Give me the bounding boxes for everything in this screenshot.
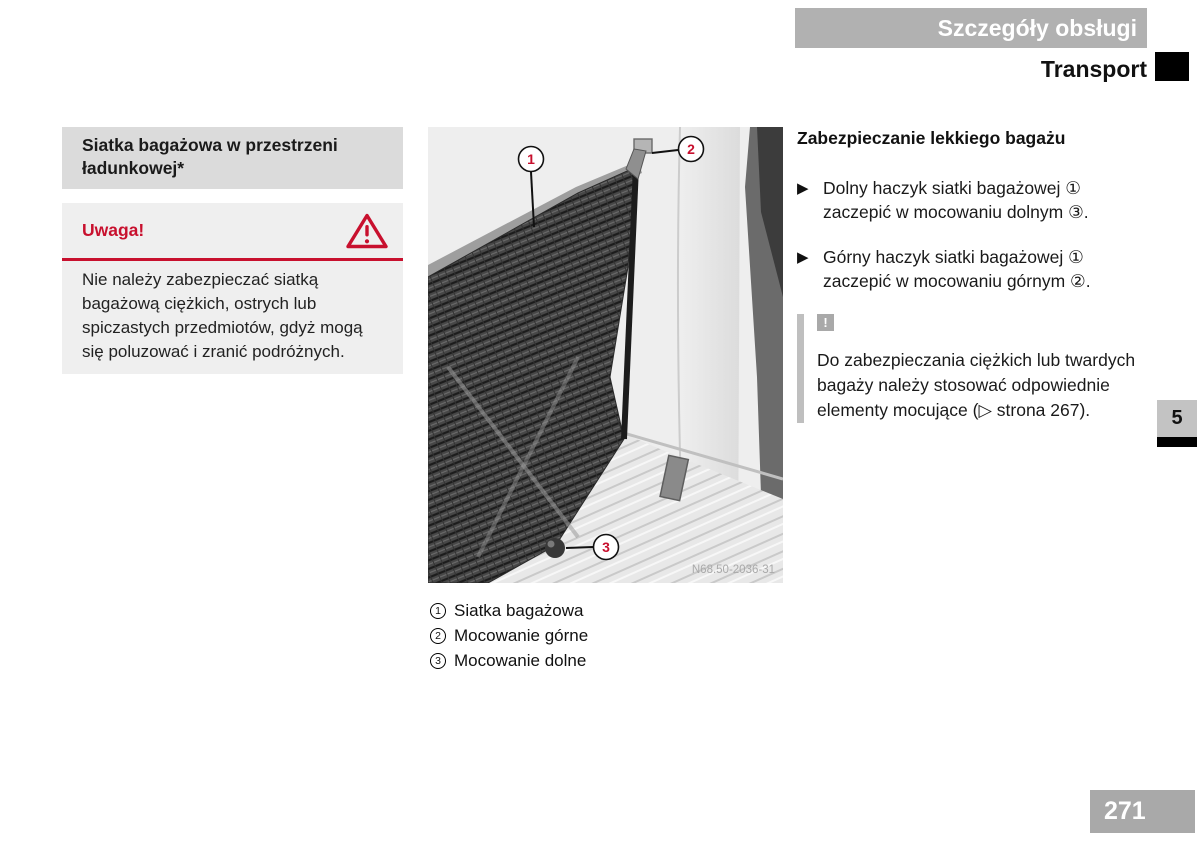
legend-circle-3: 3: [430, 653, 446, 669]
image-code: N68.50-2036-31: [691, 564, 775, 576]
figure-legend: [430, 601, 588, 676]
callout-2-number: 2: [687, 141, 695, 157]
legend-item: [430, 626, 588, 646]
legend-item: [430, 651, 588, 671]
legend-circle-1: 1: [430, 603, 446, 619]
note-block: [797, 314, 1149, 423]
instruction-step: [797, 176, 1149, 224]
instruction-step-text: Górny haczyk siatki bagażowej ① zaczepić w mocowaniu górnym ②.: [823, 247, 1091, 291]
warning-divider: [62, 258, 403, 261]
page-number: 271: [1090, 790, 1195, 833]
lower-mount-knob: [545, 538, 565, 558]
chapter-banner: [795, 8, 1147, 48]
chapter-banner-title: Szczegóły obsługi: [937, 15, 1137, 41]
callout-1-number: 1: [527, 151, 535, 167]
bullet-triangle-icon: ▶: [797, 249, 809, 266]
chapter-tab-number: 5: [1157, 400, 1197, 437]
chapter-tab-underline: [1157, 437, 1197, 447]
warning-title: Uwaga!: [82, 220, 145, 240]
legend-circle-2: 2: [430, 628, 446, 644]
chapter-tab: [1157, 400, 1197, 447]
note-text: Do zabezpieczania ciężkich lub twardych bagaży należy stosować odpowiednie elementy mocujące (▷ strona 267).: [817, 350, 1136, 420]
section-subtitle-row: [795, 55, 1147, 83]
note-side-bar: [797, 314, 804, 423]
topic-title: Siatka bagażowa w przestrzeni ładunkowej*: [82, 135, 338, 178]
header-black-marker: [1155, 52, 1189, 81]
callout-3-number: 3: [602, 539, 610, 555]
legend-label-2: Mocowanie górne: [454, 626, 589, 645]
bullet-triangle-icon: ▶: [797, 180, 809, 197]
warning-header: [62, 203, 403, 255]
instructions-heading: Zabezpieczanie lekkiego bagażu: [797, 128, 1066, 148]
cargo-net-photo: [428, 127, 783, 583]
instruction-step: [797, 245, 1149, 293]
legend-label-3: Mocowanie dolne: [454, 651, 587, 670]
note-content: [804, 314, 1149, 423]
topic-title-box: [62, 127, 403, 189]
warning-triangle-icon: [345, 212, 389, 255]
instructions-column: [797, 127, 1149, 423]
legend-item: [430, 601, 588, 621]
warning-text: Nie należy zabezpieczać siatką bagażową ciężkich, ostrych lub spiczastych przedmiotów, gdyż mogą się poluzować i zranić podróżnych.: [82, 270, 363, 361]
exclamation-icon: !: [817, 314, 834, 331]
instruction-step-text: Dolny haczyk siatki bagażowej ① zaczepić w mocowaniu dolnym ③.: [823, 178, 1089, 222]
section-title: Transport: [1040, 56, 1147, 82]
legend-label-1: Siatka bagażowa: [454, 601, 584, 620]
warning-box: [62, 203, 403, 374]
